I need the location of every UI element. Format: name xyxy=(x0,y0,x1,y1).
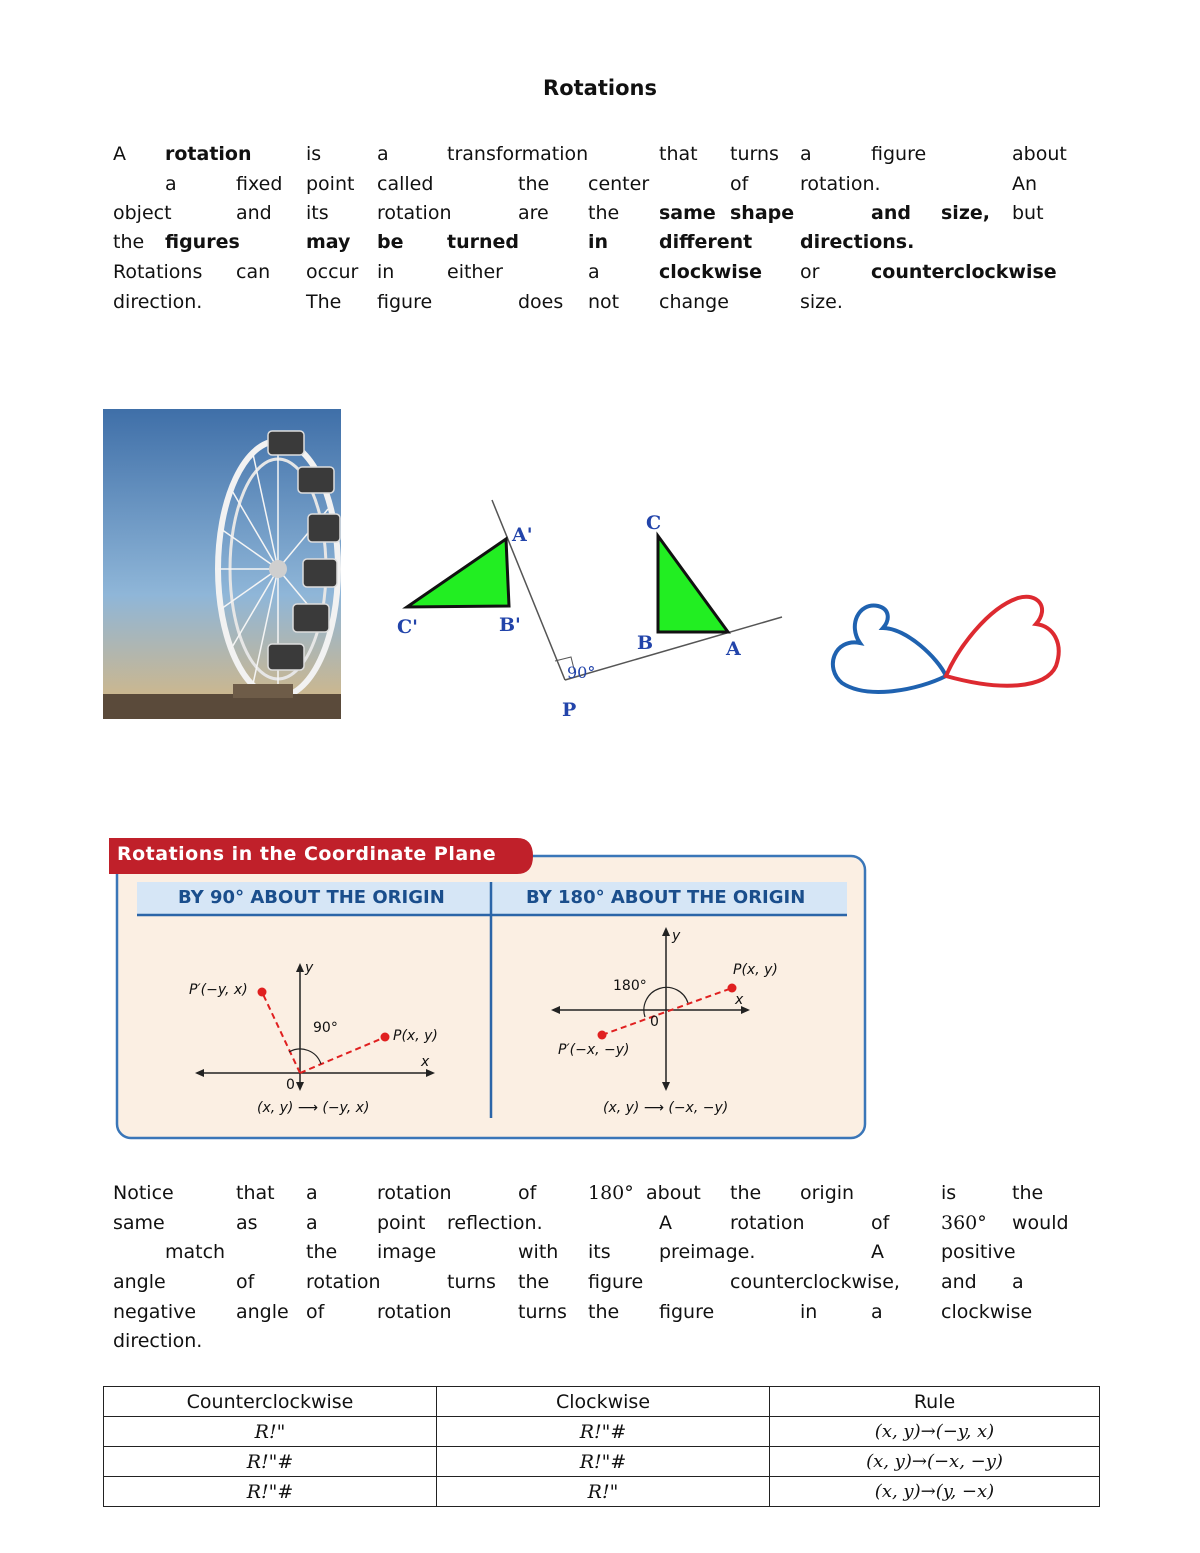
word: about xyxy=(646,1182,701,1204)
word: does xyxy=(518,291,564,313)
red-heart xyxy=(946,597,1059,686)
word: point xyxy=(377,1212,426,1234)
word: the xyxy=(113,231,145,253)
word: turns xyxy=(447,1271,496,1293)
blue-heart xyxy=(833,606,946,692)
word: same xyxy=(113,1212,165,1234)
word: turned xyxy=(447,231,519,253)
word: is xyxy=(941,1182,957,1204)
word: a xyxy=(306,1212,318,1234)
page-title: Rotations xyxy=(543,76,657,100)
table-cell: (x, y)→(−y, x) xyxy=(770,1417,1100,1447)
word: either xyxy=(447,261,503,283)
word: fixed xyxy=(236,173,283,195)
word: size. xyxy=(800,291,843,313)
word: the xyxy=(588,1301,620,1323)
word: direction. xyxy=(113,1330,203,1352)
x-axis-label: x xyxy=(421,1054,430,1070)
word: in xyxy=(377,261,395,283)
word: turns xyxy=(730,143,779,165)
word: as xyxy=(236,1212,258,1234)
word: be xyxy=(377,231,404,253)
header-counterclockwise: Counterclockwise xyxy=(104,1387,437,1417)
ferris-wheel-photo xyxy=(103,409,341,719)
angle-label: 90° xyxy=(313,1020,338,1036)
word: can xyxy=(236,261,271,283)
table-cell: R!"# xyxy=(437,1417,770,1447)
label-c: C xyxy=(646,512,662,534)
rule-90: (x, y) ⟶ (−y, x) xyxy=(257,1100,370,1116)
word: its xyxy=(588,1241,611,1263)
label-angle: 90° xyxy=(567,663,596,682)
word: change xyxy=(659,291,729,313)
table-cell: (x, y)→(−x, −y) xyxy=(770,1447,1100,1477)
table-cell: R!" xyxy=(104,1417,437,1447)
word: and xyxy=(941,1271,977,1293)
word: that xyxy=(659,143,698,165)
word: negative xyxy=(113,1301,197,1323)
p-label: P(x, y) xyxy=(393,1028,438,1044)
word: the xyxy=(306,1241,338,1263)
word: with xyxy=(518,1241,559,1263)
word: a xyxy=(306,1182,318,1204)
word: point xyxy=(306,173,355,195)
word: but xyxy=(1012,202,1044,224)
y-axis-label: y xyxy=(672,928,681,944)
table-cell: R!"# xyxy=(104,1447,437,1477)
word: that xyxy=(236,1182,275,1204)
word: about xyxy=(1012,143,1067,165)
word: the xyxy=(518,173,550,195)
word: positive xyxy=(941,1241,1016,1263)
word: or xyxy=(800,261,820,283)
word: counterclockwise xyxy=(871,261,1057,283)
word: rotation xyxy=(306,1271,381,1293)
label-b: B xyxy=(637,632,654,654)
word: called xyxy=(377,173,434,195)
word: The xyxy=(306,291,342,313)
word: in xyxy=(588,231,609,253)
word: rotation xyxy=(165,143,252,165)
rule-180: (x, y) ⟶ (−x, −y) xyxy=(603,1100,729,1116)
word: the xyxy=(730,1182,762,1204)
table-cell: R!"# xyxy=(437,1447,770,1477)
origin-label: 0 xyxy=(650,1014,659,1030)
word: and xyxy=(236,202,272,224)
word: Notice xyxy=(113,1182,174,1204)
table-cell: R!" xyxy=(437,1477,770,1507)
header-rule: Rule xyxy=(770,1387,1100,1417)
word: figures xyxy=(165,231,240,253)
word: rotation xyxy=(730,1212,805,1234)
triangle-image xyxy=(407,539,509,607)
word: 180° xyxy=(588,1182,634,1204)
hearts-rotation-figure xyxy=(828,588,1068,703)
coordinate-plane-panel xyxy=(105,836,867,1142)
word: different xyxy=(659,231,753,253)
word: A xyxy=(113,143,126,165)
word: a xyxy=(588,261,600,283)
label-c-prime: C' xyxy=(397,616,418,638)
table-cell: (x, y)→(y, −x) xyxy=(770,1477,1100,1507)
triangle-rotation-figure xyxy=(395,495,790,725)
triangle-preimage xyxy=(658,536,728,632)
word: rotation xyxy=(377,202,452,224)
word: would xyxy=(1012,1212,1069,1234)
word: preimage. xyxy=(659,1241,756,1263)
rotation-rule-table xyxy=(103,1386,1100,1507)
word: the xyxy=(588,202,620,224)
word: a xyxy=(800,143,812,165)
word: may xyxy=(306,231,351,253)
word: image xyxy=(377,1241,437,1263)
table-header-row xyxy=(104,1387,1100,1417)
p-prime-label: P′(−x, −y) xyxy=(558,1042,630,1058)
word: 360° xyxy=(941,1212,987,1234)
word: is xyxy=(306,143,322,165)
word: rotation xyxy=(377,1182,452,1204)
word: clockwise xyxy=(659,261,762,283)
label-b-prime: B' xyxy=(499,614,521,636)
word: figure xyxy=(871,143,927,165)
word: clockwise xyxy=(941,1301,1033,1323)
table-row xyxy=(104,1447,1100,1477)
label-a-prime: A' xyxy=(512,524,533,546)
y-axis-label: y xyxy=(305,960,314,976)
word: a xyxy=(871,1301,883,1323)
word: A xyxy=(871,1241,884,1263)
header-90: BY 90° ABOUT THE ORIGIN xyxy=(178,887,445,908)
word: a xyxy=(165,173,177,195)
word: of xyxy=(518,1182,537,1204)
word: rotation. xyxy=(800,173,881,195)
word: same xyxy=(659,202,716,224)
word: shape xyxy=(730,202,795,224)
banner-title: Rotations in the Coordinate Plane xyxy=(117,843,497,865)
word: angle xyxy=(113,1271,166,1293)
word: of xyxy=(730,173,749,195)
word: of xyxy=(236,1271,255,1293)
word: a xyxy=(377,143,389,165)
word: center xyxy=(588,173,650,195)
word: reflection. xyxy=(447,1212,543,1234)
word: size, xyxy=(941,202,990,224)
word: transformation xyxy=(447,143,589,165)
angle-label: 180° xyxy=(613,978,647,994)
word: object xyxy=(113,202,172,224)
word: directions. xyxy=(800,231,915,253)
word: counterclockwise, xyxy=(730,1271,900,1293)
word: are xyxy=(518,202,549,224)
p-prime-label: P′(−y, x) xyxy=(189,982,248,998)
word: figure xyxy=(377,291,433,313)
label-p: P xyxy=(562,699,577,721)
word: a xyxy=(1012,1271,1024,1293)
word: the xyxy=(1012,1182,1044,1204)
table-row xyxy=(104,1417,1100,1447)
word: of xyxy=(871,1212,890,1234)
word: of xyxy=(306,1301,325,1323)
word: origin xyxy=(800,1182,855,1204)
header-clockwise: Clockwise xyxy=(437,1387,770,1417)
word: match xyxy=(165,1241,226,1263)
word: An xyxy=(1012,173,1038,195)
word: figure xyxy=(659,1301,715,1323)
word: Rotations xyxy=(113,261,203,283)
word: turns xyxy=(518,1301,567,1323)
word: direction. xyxy=(113,291,203,313)
word: rotation xyxy=(377,1301,452,1323)
p-label: P(x, y) xyxy=(733,962,778,978)
origin-label: 0 xyxy=(286,1077,295,1093)
label-a: A xyxy=(726,638,741,660)
word: angle xyxy=(236,1301,289,1323)
x-axis-label: x xyxy=(735,992,744,1008)
table-row xyxy=(104,1477,1100,1507)
word: its xyxy=(306,202,329,224)
word: and xyxy=(871,202,911,224)
word: figure xyxy=(588,1271,644,1293)
word: in xyxy=(800,1301,818,1323)
word: the xyxy=(518,1271,550,1293)
header-180: BY 180° ABOUT THE ORIGIN xyxy=(526,887,806,908)
word: occur xyxy=(306,261,359,283)
word: not xyxy=(588,291,620,313)
table-cell: R!"# xyxy=(104,1477,437,1507)
word: A xyxy=(659,1212,672,1234)
